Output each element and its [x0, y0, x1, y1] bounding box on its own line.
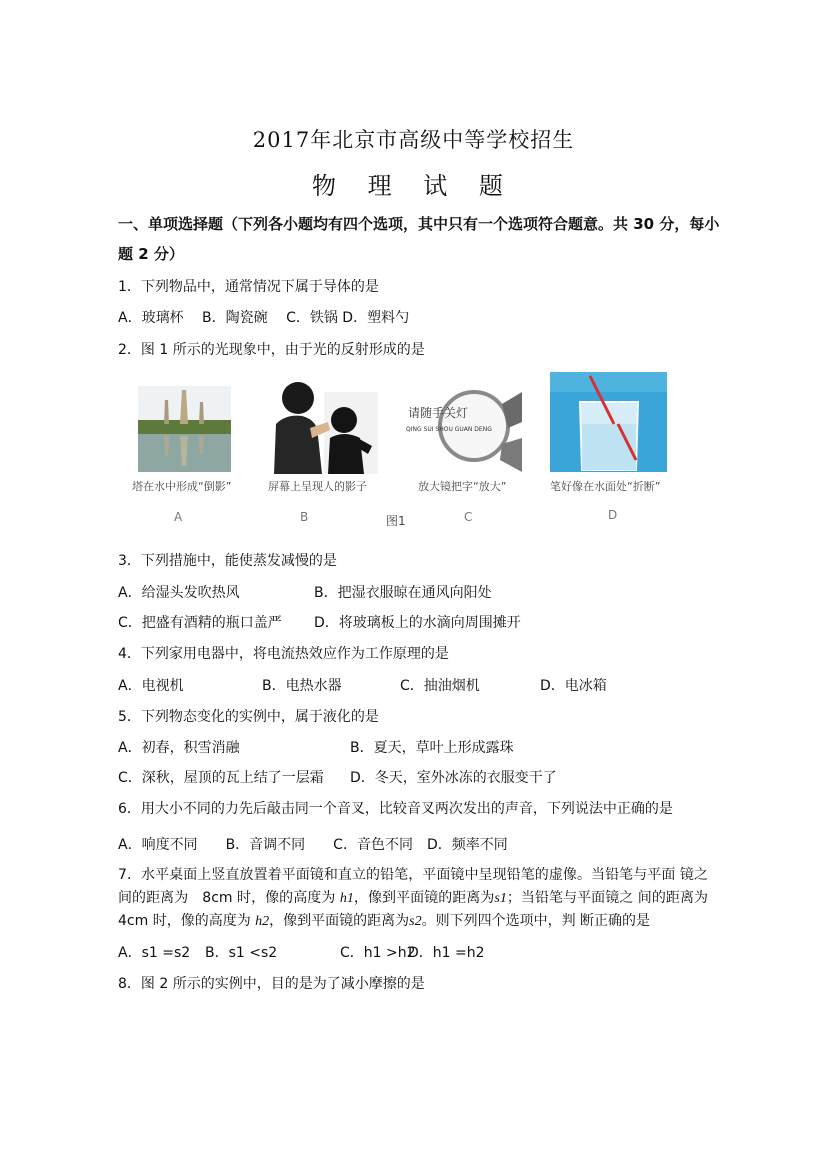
- caption-b: 屏幕上呈现人的影子: [268, 480, 367, 493]
- q7-option-c: C．h1 >h2: [340, 945, 416, 961]
- q7-var-s1: s1: [494, 891, 507, 906]
- caption-a: 塔在水中形成“倒影”: [132, 480, 232, 493]
- q5-option-b: B．夏天，草叶上形成露珠: [350, 740, 514, 756]
- q4-option-a: A．电视机: [118, 678, 184, 694]
- q6-stem: 6．用大小不同的力先后敲击同一个音叉，比较音叉两次发出的声音，下列说法中正确的是: [118, 801, 673, 817]
- q7-option-a: A．s1 =s2: [118, 945, 191, 961]
- q1-stem: 1．下列物品中，通常情况下属于导体的是: [118, 279, 379, 295]
- section-heading-cont: 题 2 分）: [118, 245, 184, 263]
- letter-a: A: [174, 510, 183, 524]
- q7-stem: [118, 864, 723, 933]
- q4-option-d: D．电冰箱: [540, 678, 607, 694]
- letter-b: B: [300, 510, 309, 524]
- q7-var-h1: h1: [339, 891, 354, 906]
- q6-options: A．响度不同 B．音调不同 C．音色不同 D．频率不同: [118, 837, 508, 853]
- letter-d: D: [608, 508, 618, 522]
- q8-stem: 8．图 2 所示的实例中，目的是为了减小摩擦的是: [118, 976, 425, 992]
- q3-option-a: A．给湿头发吹热风: [118, 585, 240, 601]
- q4-option-c: C．抽油烟机: [400, 678, 480, 694]
- q4-option-b: B．电热水器: [262, 678, 342, 694]
- letter-c: C: [464, 510, 473, 524]
- section-heading: 一、单项选择题（下列各小题均有四个选项，其中只有一个选项符合题意。共 30 分，每小: [118, 215, 720, 233]
- q7-text-5: 。则下列四个选项中，判 断正确的是: [421, 913, 651, 929]
- q7-text-1: 7．水平桌面上竖直放置着平面镜和直立的铅笔，平面镜中呈现铅笔的虚像。当铅笔与平面 镜之间的距离为 8cm 时，像的高度为: [118, 867, 708, 906]
- q5-stem: 5．下列物态变化的实例中，属于液化的是: [118, 709, 379, 725]
- q7-text-3: ；当铅笔与平面镜之 间的距离为 4cm 时，像的高度为: [118, 890, 723, 929]
- q4-stem: 4．下列家用电器中，将电流热效应作为工作原理的是: [118, 646, 449, 662]
- sign-text: 请随手关灯: [408, 406, 469, 420]
- shadow-screen-image: [268, 376, 378, 474]
- magnifier-image: [404, 386, 522, 472]
- q7-option-b: B．s1 <s2: [205, 945, 278, 961]
- exam-subtitle: 物 理 试 题: [312, 172, 515, 200]
- figure-1: [118, 372, 718, 532]
- exam-title: 2017年北京市高级中等学校招生: [252, 128, 575, 152]
- q5-option-c: C．深秋，屋顶的瓦上结了一层霜: [118, 770, 324, 786]
- caption-c: 放大镜把字“放大”: [418, 480, 507, 493]
- sign-pinyin: QING SUI SHOU GUAN DENG: [406, 426, 492, 433]
- q3-option-c: C．把盛有酒精的瓶口盖严: [118, 615, 282, 631]
- q7-var-s2: s2: [409, 914, 422, 929]
- q1-options: A．玻璃杯 B．陶瓷碗 C．铁锅 D．塑料勺: [118, 310, 410, 326]
- q3-option-d: D．将玻璃板上的水滴向周围摊开: [314, 615, 521, 631]
- caption-d: 笔好像在水面处“折断”: [550, 480, 661, 493]
- q3-stem: 3．下列措施中，能使蒸发减慢的是: [118, 553, 337, 569]
- q5-option-a: A．初春，积雪消融: [118, 740, 240, 756]
- q7-text-2: ，像到平面镜的距离为: [353, 890, 495, 906]
- q7-option-d: D．h1 =h2: [408, 945, 485, 961]
- q3-option-b: B．把湿衣服晾在通风向阳处: [314, 585, 492, 601]
- q7-text-4: ，像到平面镜的距离为: [269, 913, 410, 929]
- q2-stem: 2．图 1 所示的光现象中，由于光的反射形成的是: [118, 342, 425, 358]
- q7-var-h2: h2: [255, 914, 270, 929]
- figure-label: 图1: [386, 514, 406, 528]
- q5-option-d: D．冬天，室外冰冻的衣服变干了: [350, 770, 557, 786]
- pagoda-reflection-image: [138, 386, 231, 472]
- bent-pencil-image: [550, 372, 667, 472]
